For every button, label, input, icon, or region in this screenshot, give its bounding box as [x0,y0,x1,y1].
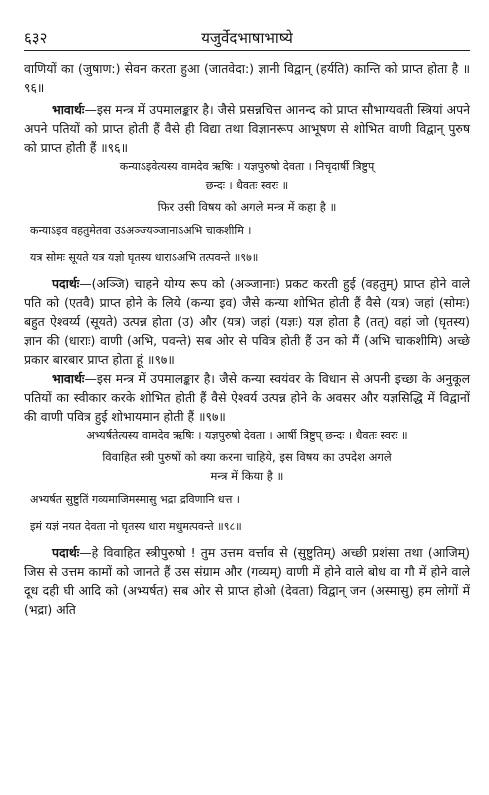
bhavartha-text: —इस मन्त्र में उपमालङ्कार है। जैसे प्रसन्नचित्त आनन्द को प्राप्त सौभाग्यवती स्त्रियां अपने अपने पतियों को प्राप्त होती हैं वैसे ही विद्या तथा विज्ञानरूप आभूषण से शोभित वाणी विद्वान् पुरुष को प्राप्त होती हैं ॥९६॥ [24,102,470,155]
padartha-98 [24,543,470,619]
padartha-label: पदार्थः [52,276,80,291]
bhavartha-96 [24,100,470,157]
padartha-97 [24,274,470,369]
mantra-intro-97: फिर उसी विषय को अगले मन्त्र में कहा है ॥ [157,200,337,214]
rishi-line-98: अभ्यर्षतेत्यस्य वामदेव ऋषिः । यज्ञपुरुषो देवता । आर्षी त्रिष्टुप् छन्दः । धैवतः स्वरः ॥ [86,429,408,442]
page [24,28,470,619]
mantra-intro-98b: मन्त्र में किया है ॥ [210,469,284,483]
bhavartha-97 [24,369,470,426]
rishi-line-97a: कन्याऽइवेत्यस्य वामदेव ऋषिः । यज्ञपुरुषो देवता । निचृदार्षी त्रिष्टुप् [119,160,375,173]
page-number: ६३२ [24,29,48,47]
padartha-text: —हे विवाहित स्त्रीपुरुषो ! तुम उत्तम वर्त्ताव से (सुष्टुतिम्) अच्छी प्रशंसा तथा (आजिम्) जिस से उत्तम कामों को जानते हैं उस संग्राम और (गव्यम्) वाणी में होने वाले बोध वा गौ में होने वाले दूध दही घी आदि को (अभ्यर्षत) सब ओर से प्राप्त होओ (देवता) विद्वान् जन (अस्मासु) हम लोगों में (भद्रा) अति [24,545,470,617]
mantra-intro-98a: विवाहित स्त्री पुरुषों को क्या करना चाहिये, इस विषय का उपदेश अगले [102,450,392,464]
mantra-97-line-1: कन्याऽइव वहतुमेतवा उऽअञ्ज्यञ्जानाऽअभि चाकशीमि । [30,224,252,237]
mantra-98-line-1: अभ्यर्षत सुष्टुतिं गव्यमाजिमस्मासु भद्रा द्रविणानि धत्त । [30,493,240,506]
mantra-97-line-2: यत्र सोमः सूयते यत्र यज्ञो घृतस्य धाराऽअभि तत्पवन्ते ॥९७॥ [30,251,259,264]
bhavartha-label: भावार्थः [52,371,85,386]
page-header [24,28,470,51]
bhavartha-label: भावार्थः [52,102,85,117]
bhavartha-text: —इस मन्त्र में उपमालङ्कार है। जैसे कन्या स्वयंवर के विधान से अपनी इच्छा के अनुकूल पतियों का स्वीकार करके शोभित होती हैं वैसे ऐश्वर्य उत्पन्न होने के अवसर और यज्ञसिद्धि में विद्वानों की वाणी पवित्र हुई शोभायमान होती हैं ॥९७॥ [24,371,470,424]
running-title: यजुर्वेदभाषाभाष्ये [201,29,293,47]
paragraph-continuation: वाणियों का (जुषाण:) सेवन करता हुआ (जातवेदा:) ज्ञानी विद्वान् (हर्यति) कान्ति को प्राप्त होता है ॥९६॥ [24,61,470,95]
rishi-line-97b: छन्दः । धैवतः स्वरः ॥ [205,179,289,192]
padartha-text: —(अञ्जि) चाहने योग्य रूप को (अञ्जानाः) प्रकट करती हुई (वहतुम्) प्राप्त होने वाले पति को (एतवै) प्राप्त होने के लिये (कन्या इव) जैसे कन्या शोभित होती हैं वैसे (यत्र) जहां (सोमः) बहुत ऐश्वर्य्य (सूयते) उत्पन्न होता (उ) और (यत्र) जहां (यज्ञः) यज्ञ होता है (तत्) वहां जो (घृतस्य) ज्ञान की (धाराः) वाणी (अभि, पवन्ते) सब ओर से पवित्र होती हैं उन को मैं (अभि चाकशीमि) अच्छे प्रकार बारबार प्राप्त होता हूं ॥९७॥ [24,276,470,367]
mantra-98-line-2: इमं यज्ञं नयत देवता नो घृतस्य धारा मधुमत्पवन्ते ॥९८॥ [30,520,242,533]
padartha-label: पदार्थः [52,545,80,560]
